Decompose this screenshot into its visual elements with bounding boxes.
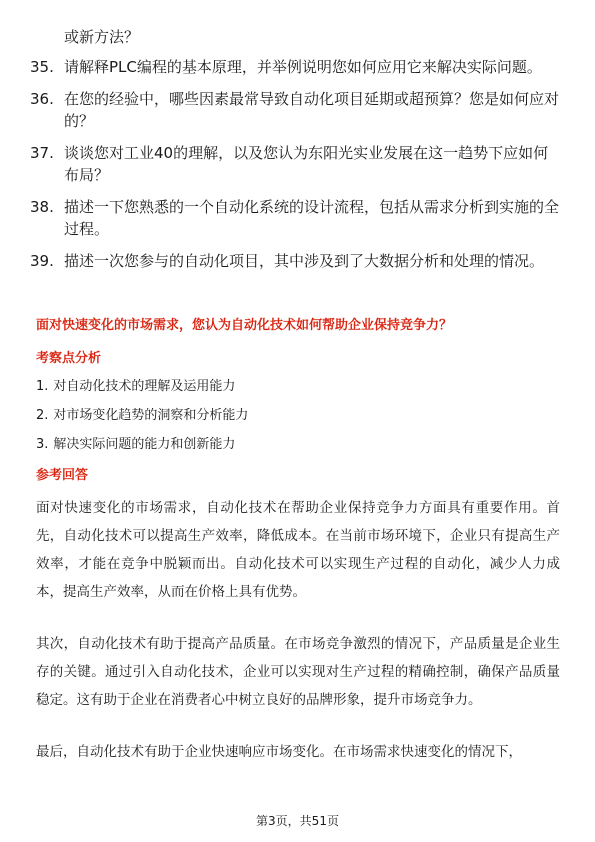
question-text: 描述一下您熟悉的一个自动化系统的设计流程，包括从需求分析到实施的全过程。 <box>64 198 560 238</box>
question-number: 36. <box>30 90 54 108</box>
question-item <box>30 250 560 272</box>
question-text: 描述一次您参与的自动化项目，其中涉及到了大数据分析和处理的情况。 <box>64 252 545 270</box>
exam-point-text: 对市场变化趋势的洞察和分析能力 <box>53 408 249 423</box>
exam-point-number: 1. <box>36 379 49 394</box>
highlighted-question: 面对快速变化的市场需求，您认为自动化技术如何帮助企业保持竞争力？ <box>36 318 453 333</box>
exam-points-heading: 考察点分析 <box>36 351 102 366</box>
reference-answer <box>36 494 560 790</box>
question-text: 在您的经验中，哪些因素最常导致自动化项目延期或超预算？您是如何应对的？ <box>64 90 560 130</box>
exam-point-number: 2. <box>36 408 49 423</box>
question-continuation: 或新方法？ <box>64 28 140 46</box>
question-item <box>30 142 560 186</box>
exam-points-list <box>36 378 248 465</box>
question-list <box>30 56 560 282</box>
question-number: 35. <box>30 58 54 76</box>
question-item <box>30 56 560 78</box>
answer-paragraph: 其次，自动化技术有助于提高产品质量。在市场竞争激烈的情况下，产品质量是企业生存的关键。通过引入自动化技术，企业可以实现对生产过程的精确控制，确保产品质量稳定。这有助于企业在消费者心中树立良好的品牌形象，提升市场竞争力。 <box>36 636 560 708</box>
answer-paragraph: 面对快速变化的市场需求，自动化技术在帮助企业保持竞争力方面具有重要作用。首先，自动化技术可以提高生产效率，降低成本。在当前市场环境下，企业只有提高生产效率，才能在竞争中脱颖而出。自动化技术可以实现生产过程的自动化，减少人力成本，提高生产效率，从而在价格上具有优势。 <box>36 500 560 600</box>
question-number: 39. <box>30 252 54 270</box>
question-number: 37. <box>30 144 54 162</box>
answer-paragraph: 最后，自动化技术有助于企业快速响应市场变化。在市场需求快速变化的情况下， <box>36 744 522 760</box>
exam-point <box>36 436 248 454</box>
exam-point <box>36 378 248 396</box>
question-number: 38. <box>30 198 54 216</box>
question-text: 谈谈您对工业40的理解，以及您认为东阳光实业发展在这一趋势下应如何布局？ <box>64 144 549 184</box>
question-item <box>30 196 560 240</box>
reference-answer-heading: 参考回答 <box>36 468 89 483</box>
exam-point-number: 3. <box>36 437 49 452</box>
page-footer: 第3页，共51页 <box>256 814 339 828</box>
question-text: 请解释PLC编程的基本原理，并举例说明您如何应用它来解决实际问题。 <box>64 58 542 76</box>
exam-point-text: 对自动化技术的理解及运用能力 <box>53 379 236 394</box>
exam-point-text: 解决实际问题的能力和创新能力 <box>53 437 236 452</box>
exam-point <box>36 407 248 425</box>
question-item <box>30 88 560 132</box>
